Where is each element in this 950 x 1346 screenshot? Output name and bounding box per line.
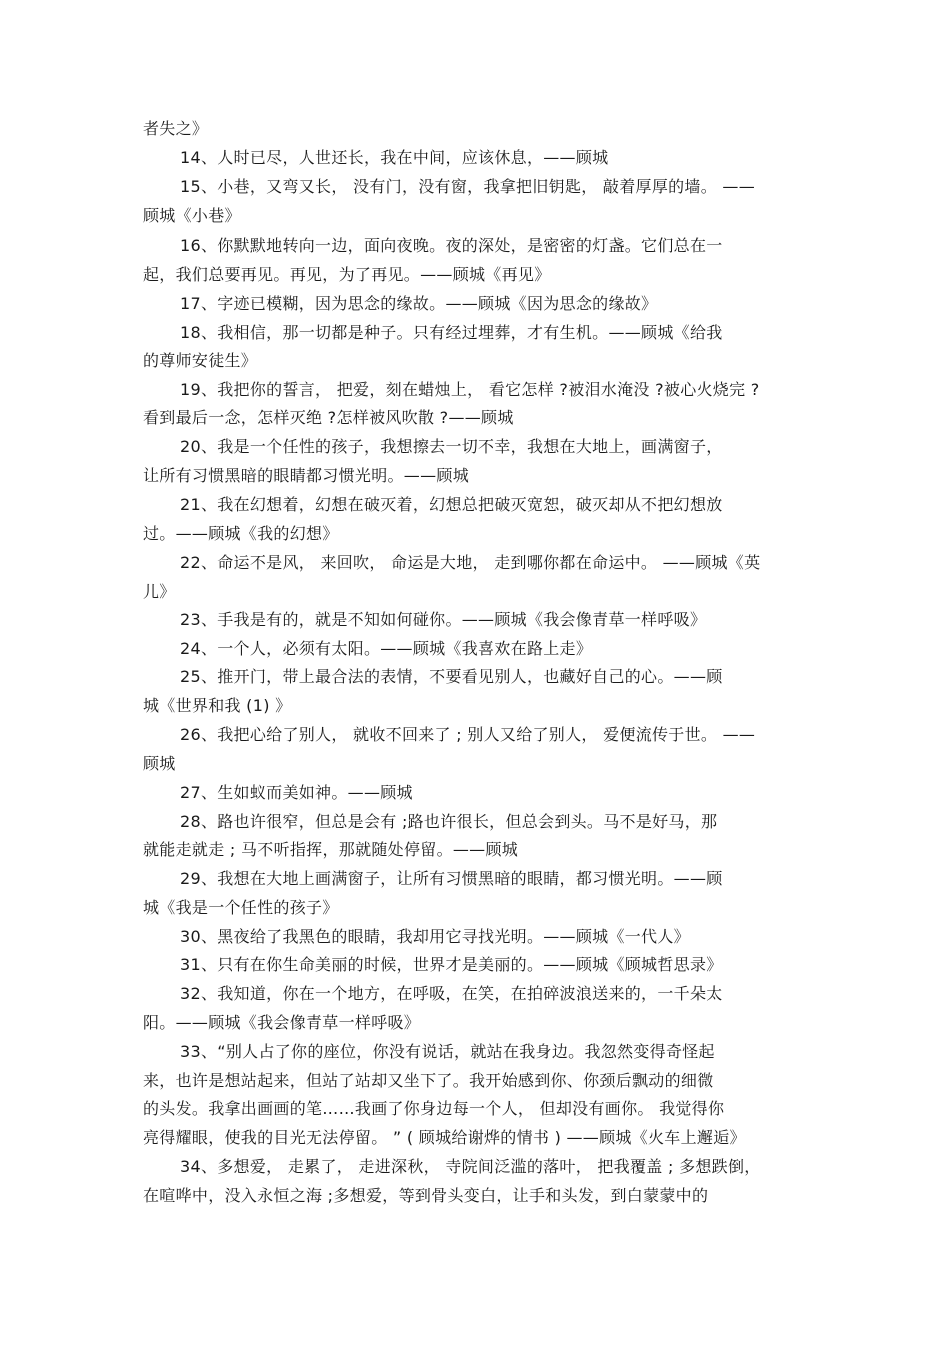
text-line: 就能走就走 ; 马不听指挥，那就随处停留。——顾城 — [143, 840, 519, 859]
text-line: 28、路也许很窄，但总是会有 ;路也许很长，但总会到头。马不是好马，那 — [180, 812, 718, 831]
text-line: 20、我是一个任性的孩子，我想擦去一切不幸，我想在大地上，画满窗子， — [180, 437, 723, 456]
text-line: 顾城《小巷》 — [143, 206, 241, 225]
text-line: 的头发。我拿出画画的笔……我画了你身边每一个人， 但却没有画你。 我觉得你 — [143, 1099, 725, 1118]
text-line: 顾城 — [143, 754, 176, 773]
text-line: 过。——顾城《我的幻想》 — [143, 524, 339, 543]
text-line: 31、只有在你生命美丽的时候，世界才是美丽的。——顾城《顾城哲思录》 — [180, 955, 723, 974]
text-line: 者失之》 — [143, 119, 209, 138]
text-line: 的尊师安徒生》 — [143, 351, 258, 370]
text-line: 27、生如蚁而美如神。——顾城 — [180, 783, 413, 802]
text-line: 城《世界和我 (1) 》 — [143, 696, 292, 715]
text-line: 25、推开门，带上最合法的表情，不要看见别人，也藏好自己的心。——顾 — [180, 667, 723, 686]
text-line: 33、“别人占了你的座位，你没有说话，就站在我身边。我忽然变得奇怪起 — [180, 1042, 715, 1061]
text-line: 阳。——顾城《我会像青草一样呼吸》 — [143, 1013, 421, 1032]
text-line: 城《我是一个任性的孩子》 — [143, 898, 339, 917]
text-line: 17、字迹已模糊，因为思念的缘故。——顾城《因为思念的缘故》 — [180, 294, 658, 313]
text-line: 15、小巷，又弯又长， 没有门，没有窗，我拿把旧钥匙， 敲着厚厚的墙。 —— — [180, 177, 756, 196]
text-line: 21、我在幻想着，幻想在破灭着，幻想总把破灭宽恕，破灭却从不把幻想放 — [180, 495, 723, 514]
text-line: 26、我把心给了别人， 就收不回来了 ; 别人又给了别人， 爱便流传于世。 —— — [180, 725, 756, 744]
text-line: 16、你默默地转向一边，面向夜晚。夜的深处，是密密的灯盏。它们总在一 — [180, 236, 723, 255]
text-line: 19、我把你的誓言， 把爱，刻在蜡烛上， 看它怎样 ?被泪水淹没 ?被心火烧完 ? — [180, 380, 760, 399]
text-line: 在喧哗中，没入永恒之海 ;多想爱，等到骨头变白，让手和头发，到白蒙蒙中的 — [143, 1186, 709, 1205]
text-line: 亮得耀眼，使我的目光无法停留。 ” ( 顾城给谢烨的情书 ) ——顾城《火车上邂逅》 — [143, 1128, 746, 1147]
text-line: 34、多想爱， 走累了， 走进深秋， 寺院间泛滥的落叶， 把我覆盖 ; 多想跌倒， — [180, 1157, 761, 1176]
text-line: 22、命运不是风， 来回吹， 命运是大地， 走到哪你都在命运中。 ——顾城《英 — [180, 553, 761, 572]
text-line: 24、一个人，必须有太阳。——顾城《我喜欢在路上走》 — [180, 639, 593, 658]
text-line: 14、人时已尽，人世还长，我在中间，应该休息，——顾城 — [180, 148, 609, 167]
text-line: 看到最后一念，怎样灭绝 ?怎样被风吹散 ?——顾城 — [143, 408, 514, 427]
text-line: 23、手我是有的，就是不知如何碰你。——顾城《我会像青草一样呼吸》 — [180, 610, 707, 629]
text-line: 30、黑夜给了我黑色的眼睛，我却用它寻找光明。——顾城《一代人》 — [180, 927, 690, 946]
text-line: 让所有习惯黑暗的眼睛都习惯光明。——顾城 — [143, 466, 470, 485]
text-line: 32、我知道，你在一个地方，在呼吸，在笑，在拍碎波浪送来的，一千朵太 — [180, 984, 723, 1003]
text-line: 18、我相信，那一切都是种子。只有经过埋葬，才有生机。——顾城《给我 — [180, 323, 723, 342]
text-line: 起，我们总要再见。再见，为了再见。——顾城《再见》 — [143, 265, 551, 284]
text-line: 29、我想在大地上画满窗子，让所有习惯黑暗的眼睛，都习惯光明。——顾 — [180, 869, 723, 888]
text-line: 来，也许是想站起来，但站了站却又坐下了。我开始感到你、你颈后飘动的细微 — [143, 1071, 714, 1090]
text-line: 儿》 — [143, 582, 176, 601]
